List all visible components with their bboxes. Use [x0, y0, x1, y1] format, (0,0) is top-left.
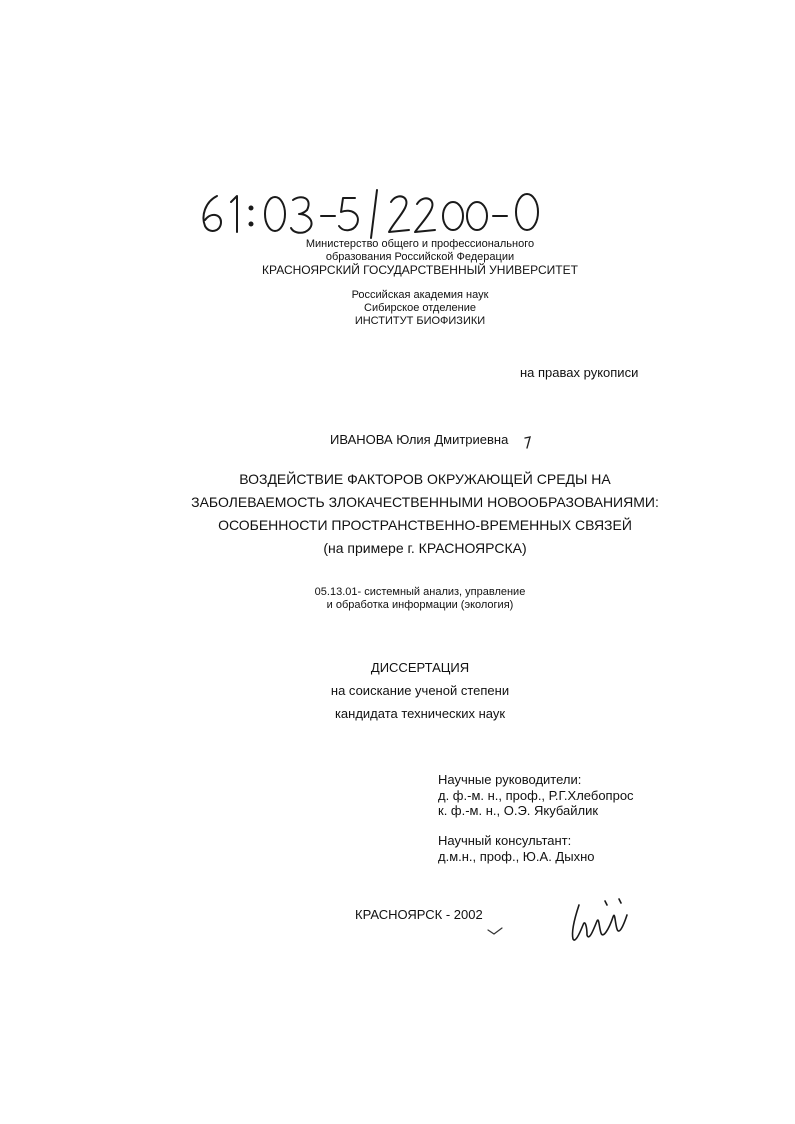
title-line-4: (на примере г. КРАСНОЯРСКА) — [323, 540, 527, 556]
academy-line-1: Российская академия наук — [351, 289, 489, 301]
pen-tick-mark — [522, 432, 534, 452]
rights-note: на правах рукописи — [520, 365, 639, 380]
title-line-3: ОСОБЕННОСТИ ПРОСТРАНСТВЕННО-ВРЕМЕННЫХ СВЯЗЕЙ — [218, 517, 632, 533]
institute-name: ИНСТИТУТ БИОФИЗИКИ — [354, 315, 486, 327]
handwritten-catalog-code — [195, 182, 555, 242]
supervisor-2: к. ф.-м. н., О.Э. Якубайлик — [438, 803, 599, 818]
dissertation-heading: ДИССЕРТАЦИЯ — [370, 660, 470, 675]
supervisor-1: д. ф.-м. н., проф., Р.Г.Хлебопрос — [438, 787, 634, 803]
degree-line-1: на соискание ученой степени — [330, 683, 510, 698]
pen-check-mark — [485, 925, 505, 937]
dissertation-title — [190, 468, 660, 560]
ministry-header — [240, 238, 600, 277]
academy-line-2: Сибирское отделение — [364, 302, 476, 314]
specialty-line-2: и обработка информации (экология) — [326, 599, 514, 611]
ministry-line-1: Министерство общего и профессионального — [305, 238, 535, 250]
consultant-person: д.м.н., проф., Ю.А. Дыхно — [438, 848, 595, 864]
consultant-block — [438, 833, 595, 864]
specialty-line-1: 05.13.01- системный анализ, управление — [314, 586, 526, 598]
author-name: ИВАНОВА Юлия Дмитриевна — [330, 432, 509, 447]
academy-header — [300, 289, 540, 328]
title-line-1: ВОЗДЕЙСТВИЕ ФАКТОРОВ ОКРУЖАЮЩЕЙ СРЕДЫ НА — [239, 471, 611, 487]
title-line-2: ЗАБОЛЕВАЕМОСТЬ ЗЛОКАЧЕСТВЕННЫМИ НОВООБРАЗОВАНИЯМИ: — [191, 494, 659, 510]
supervisors-block — [438, 772, 634, 819]
consultant-heading: Научный консультант: — [438, 833, 572, 848]
degree-line-2: кандидата технических наук — [334, 706, 506, 721]
degree-statement — [300, 656, 540, 725]
city-and-year: КРАСНОЯРСК - 2002 — [355, 907, 483, 922]
supervisors-heading: Научные руководители: — [438, 772, 582, 787]
university-name: КРАСНОЯРСКИЙ ГОСУДАРСТВЕННЫЙ УНИВЕРСИТЕТ — [262, 263, 578, 277]
specialty-code — [290, 586, 550, 612]
ministry-line-2: образования Российской Федерации — [325, 251, 515, 263]
handwritten-signature — [565, 895, 635, 950]
